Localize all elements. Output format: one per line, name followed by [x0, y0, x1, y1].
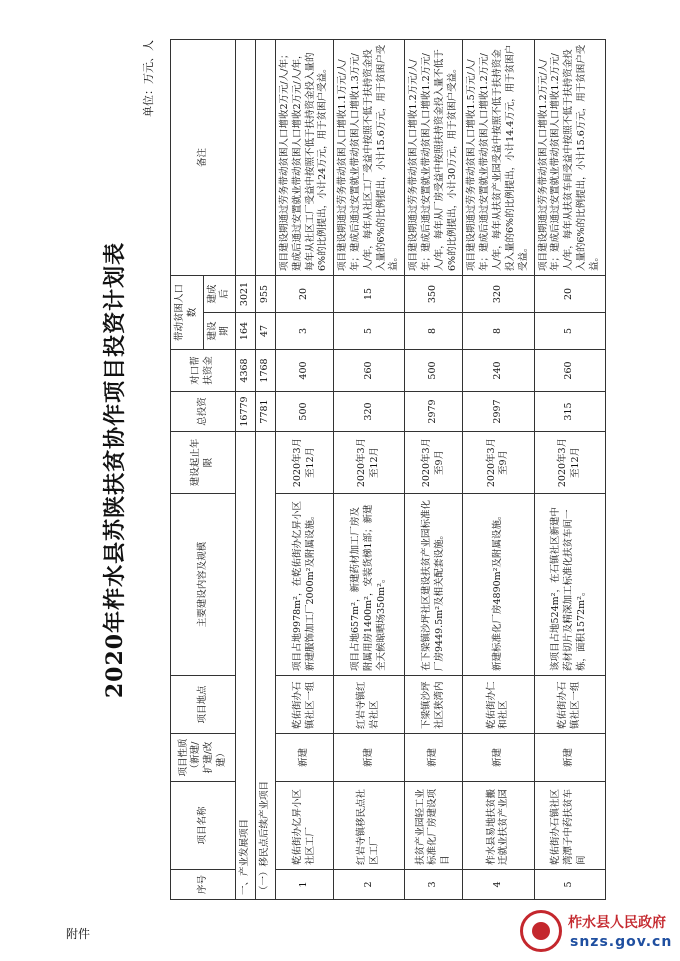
- subsection-total: 7781: [256, 392, 276, 432]
- row-seq: 5: [534, 870, 605, 900]
- row-total: 320: [334, 392, 405, 432]
- watermark-name: 柞水县人民政府: [568, 915, 666, 931]
- row-period: 2020年3月至12月: [334, 432, 405, 494]
- row-period: 2020年3月至12月: [534, 432, 605, 494]
- header-remarks: 备注: [171, 39, 236, 275]
- table-row: [334, 39, 405, 899]
- watermark-domain: snzs.gov.cn: [570, 934, 673, 950]
- row-name: 扶贫产业园轻工业标准化厂房建设项目: [405, 782, 463, 870]
- section-support: 4368: [236, 350, 256, 392]
- header-total: 总投资: [171, 392, 236, 432]
- row-nature: 新建: [405, 734, 463, 782]
- row-content: 该项目占地524m²，在石镇社区新建中药材切片及精深加工标准化扶贫车间一栋，面积1572m²。: [534, 494, 605, 676]
- row-after: 20: [275, 275, 333, 312]
- government-watermark: [520, 908, 680, 958]
- row-after: 320: [463, 275, 534, 312]
- table-body: [236, 39, 605, 899]
- header-nature: 项目性质（新建/扩建/改建）: [171, 734, 236, 782]
- row-remarks: 项目建设期通过劳务带动贫困人口增收1.5万元/人/年；建成后通过安置就业带动贫困人口增收1.2万元/人/年，每年从扶贫产业园受益中按照不低于扶持资金投入量的6%的比例提出，小计14.4万元，用于贫困户受益。: [463, 39, 534, 275]
- table-row: [405, 39, 463, 899]
- subsection-support: 1768: [256, 350, 276, 392]
- attachment-label: 附件: [66, 927, 91, 941]
- row-build: 3: [275, 313, 333, 350]
- row-name: 乾佑街办亿昇小区社区工厂: [275, 782, 333, 870]
- row-seq: 3: [405, 870, 463, 900]
- row-support: 260: [534, 350, 605, 392]
- rotated-page: [102, 40, 670, 900]
- row-remarks: 项目建设期通过劳务带动贫困人口增收1.1万元/人/年；建成后通过安置就业带动贫困人口增收1.3万元/人/年，每年从社区工厂受益中按照不低于扶持资金投入量的6%的比例提出，小计15.6万元，用于贫困户受益。: [334, 39, 405, 275]
- row-content: 项目占地9978m²，在乾佑街办亿昇小区新建服饰加工厂2000m²及附属设施。: [275, 494, 333, 676]
- row-support: 260: [334, 350, 405, 392]
- row-after: 15: [334, 275, 405, 312]
- row-support: 500: [405, 350, 463, 392]
- unit-label: 单位：万元、人: [142, 40, 155, 117]
- section-after: 3021: [236, 275, 256, 312]
- row-period: 2020年3月至12月: [275, 432, 333, 494]
- section-label: 一、产业发展项目: [236, 432, 256, 900]
- subsection-row: [256, 39, 276, 899]
- header-content: 主要建设内容及规模: [171, 494, 236, 676]
- header-drive-group: 带动贫困人口数: [171, 275, 204, 349]
- row-after: 20: [534, 275, 605, 312]
- row-name: 乾佑街办石镇社区湾潭子中药扶贫车间: [534, 782, 605, 870]
- row-content: 项目占地657m²，新建药材加工厂房及附属用房1400m²，安装货梯1部；新建全天候晾晒场350m²。: [334, 494, 405, 676]
- row-total: 2979: [405, 392, 463, 432]
- subsection-label: （一）移民点后续产业项目: [256, 432, 276, 900]
- header-location: 项目地点: [171, 676, 236, 734]
- subsection-build: 47: [256, 313, 276, 350]
- row-remarks: 项目建设期通过劳务带动贫困人口增收1.2万元/人/年；建成后通过安置就业带动贫困人口增收1.2万元/人/年，每年从厂房受益中按照扶持资金投入量不低于6%的比例提出，小计30万元，用于贫困户受益。: [405, 39, 463, 275]
- row-after: 350: [405, 275, 463, 312]
- row-seq: 2: [334, 870, 405, 900]
- section-row: [236, 39, 256, 899]
- header-period: 建设起止年限: [171, 432, 236, 494]
- row-location: 乾佑街办仁和社区: [463, 676, 534, 734]
- row-support: 400: [275, 350, 333, 392]
- row-name: 柞水县易地扶贫搬迁就业扶贫产业园: [463, 782, 534, 870]
- section-build: 164: [236, 313, 256, 350]
- row-location: 下梁镇沙坪社区狭湾内: [405, 676, 463, 734]
- table-row: [463, 39, 534, 899]
- row-location: 红岩寺镇红岩社区: [334, 676, 405, 734]
- header-seq: 序号: [171, 870, 236, 900]
- row-build: 8: [463, 313, 534, 350]
- row-total: 2997: [463, 392, 534, 432]
- row-name: 红岩寺镇移民点社区工厂: [334, 782, 405, 870]
- header-name: 项目名称: [171, 782, 236, 870]
- row-build: 5: [334, 313, 405, 350]
- subsection-after: 955: [256, 275, 276, 312]
- row-total: 500: [275, 392, 333, 432]
- header-drive-after: 建成后: [203, 275, 236, 312]
- header-row: [171, 39, 204, 899]
- row-content: 在下梁镇沙坪社区建设扶贫产业园标准化厂房9449.5m²及相关配套设施。: [405, 494, 463, 676]
- section-total: 16779: [236, 392, 256, 432]
- row-remarks: 项目建设期通过劳务带动贫困人口增收2万元/人/年；建成后通过安置就业带动贫困人口增收2万元/人/年，每年从社区工厂受益中按照不低于扶持资金投入量的6%的比例提出，小计24万元，用于贫困户受益。: [275, 39, 333, 275]
- row-build: 5: [534, 313, 605, 350]
- row-seq: 4: [463, 870, 534, 900]
- government-logo-icon: [520, 910, 562, 952]
- header-support: 对口帮扶资金: [171, 350, 236, 392]
- row-support: 240: [463, 350, 534, 392]
- row-period: 2020年3月至9月: [405, 432, 463, 494]
- subsection-remarks: [256, 39, 276, 275]
- document-title: 2020年柞水县苏陕扶贫协作项目投资计划表: [102, 241, 128, 699]
- row-nature: 新建: [334, 734, 405, 782]
- row-nature: 新建: [534, 734, 605, 782]
- row-location: 乾佑街办石镇社区一组: [275, 676, 333, 734]
- investment-plan-table: [170, 39, 606, 900]
- row-seq: 1: [275, 870, 333, 900]
- row-nature: 新建: [463, 734, 534, 782]
- row-content: 新建标准化厂房4890m²及附属设施。: [463, 494, 534, 676]
- row-remarks: 项目建设期通过劳务带动贫困人口增收1.2万元/人/年；建成后通过安置就业带动贫困人口增收1.2万元/人/年，每年从扶贫车间受益中按照不低于扶持资金投入量的6%的比例提出，小计15.6万元，用于贫困户受益。: [534, 39, 605, 275]
- row-location: 乾佑街办石镇社区一组: [534, 676, 605, 734]
- table-row: [534, 39, 605, 899]
- row-nature: 新建: [275, 734, 333, 782]
- table-row: [275, 39, 333, 899]
- header-drive-build: 建设期: [203, 313, 236, 350]
- row-period: 2020年3月至9月: [463, 432, 534, 494]
- section-remarks: [236, 39, 256, 275]
- row-total: 315: [534, 392, 605, 432]
- row-build: 8: [405, 313, 463, 350]
